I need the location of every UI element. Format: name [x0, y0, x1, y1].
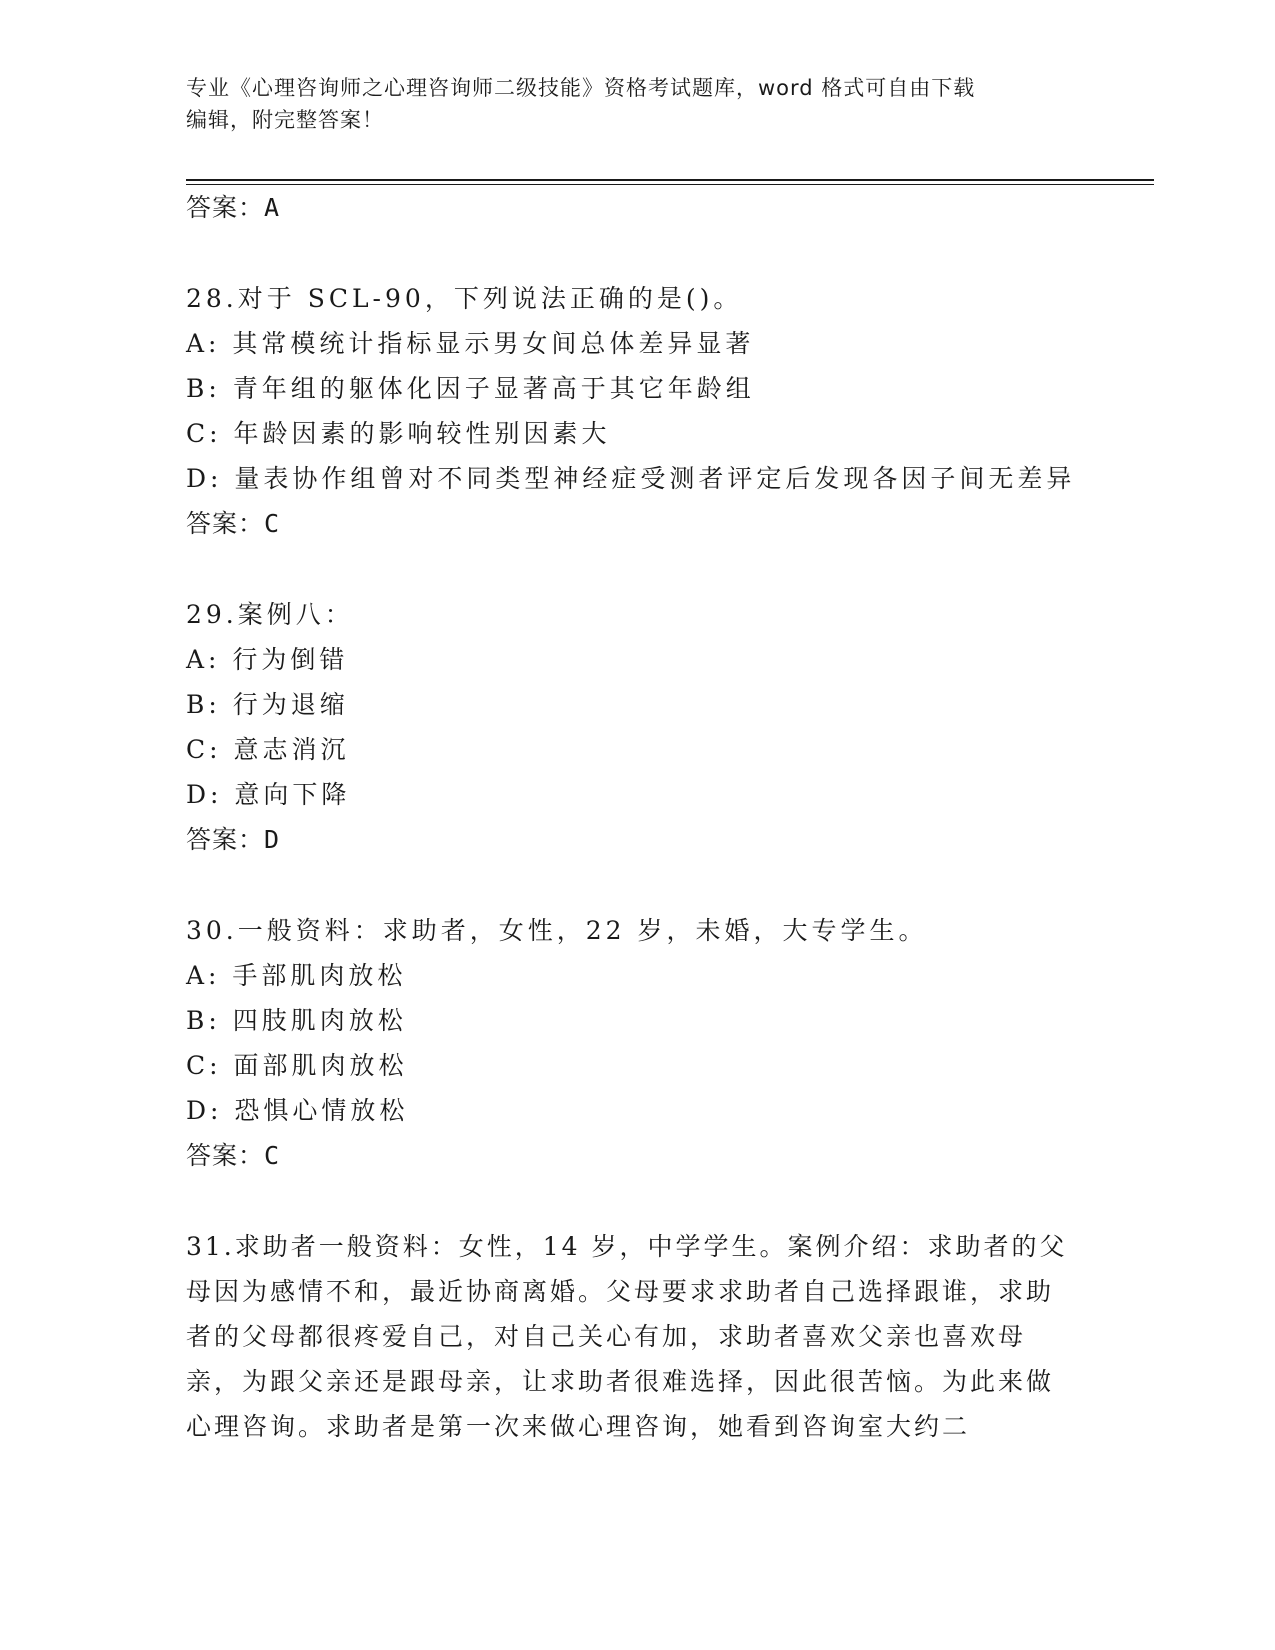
- option-b: B: 青年组的躯体化因子显著高于其它年龄组: [186, 374, 755, 403]
- spacer: [186, 862, 1086, 908]
- question-stem: 31.求助者一般资料：女性，14 岁，中学学生。案例介绍：求助者的父母因为感情不和，最近协商离婚。父母要求求助者自己选择跟谁，求助者的父母都很疼爱自己，对自己关心有加，求助者喜欢父亲也喜欢母亲，为跟父亲还是跟母亲，让求助者很难选择，因此很苦恼。为此来做心理咨询。求助者是第一次来做心理咨询，她看到咨询室大约二: [186, 1232, 1068, 1441]
- option-b: B: 四肢肌肉放松: [186, 1006, 407, 1035]
- header-divider-thick: [186, 179, 1154, 181]
- option-c: C: 年龄因素的影响较性别因素大: [186, 419, 611, 448]
- answer-line: 答案：A: [186, 193, 281, 222]
- header-line-1: 专业《心理咨询师之心理咨询师二级技能》资格考试题库，word 格式可自由下载: [186, 76, 976, 100]
- spacer: [186, 546, 1086, 592]
- question-block: [186, 592, 1086, 862]
- option-d: D: 量表协作组曾对不同类型神经症受测者评定后发现各因子间无差异: [186, 464, 1076, 493]
- answer-line: 答案：D: [186, 825, 281, 854]
- option-a: A: 手部肌肉放松: [186, 961, 407, 990]
- spacer: [186, 1178, 1086, 1224]
- question-block: [186, 276, 1086, 546]
- question-list: [186, 185, 1086, 1449]
- question-block: [186, 1224, 1086, 1449]
- answer-line: 答案：C: [186, 1141, 281, 1170]
- option-c: C: 面部肌肉放松: [186, 1051, 408, 1080]
- option-c: C: 意志消沉: [186, 735, 350, 764]
- question-stem: 28.对于 SCL-90，下列说法正确的是()。: [186, 284, 743, 313]
- spacer: [186, 230, 1086, 276]
- option-a: A: 行为倒错: [186, 645, 349, 674]
- question-stem: 29.案例八：: [186, 600, 354, 629]
- question-stem: 30.一般资料：求助者，女性，22 岁，未婚，大专学生。: [186, 916, 928, 945]
- question-block: [186, 908, 1086, 1178]
- document-header: [186, 72, 1086, 136]
- option-d: D: 意向下降: [186, 780, 351, 809]
- option-a: A: 其常模统计指标显示男女间总体差异显著: [186, 329, 755, 358]
- option-b: B: 行为退缩: [186, 690, 349, 719]
- answer-line: 答案：C: [186, 509, 281, 538]
- header-line-2: 编辑，附完整答案！: [186, 108, 384, 132]
- option-d: D: 恐惧心情放松: [186, 1096, 409, 1125]
